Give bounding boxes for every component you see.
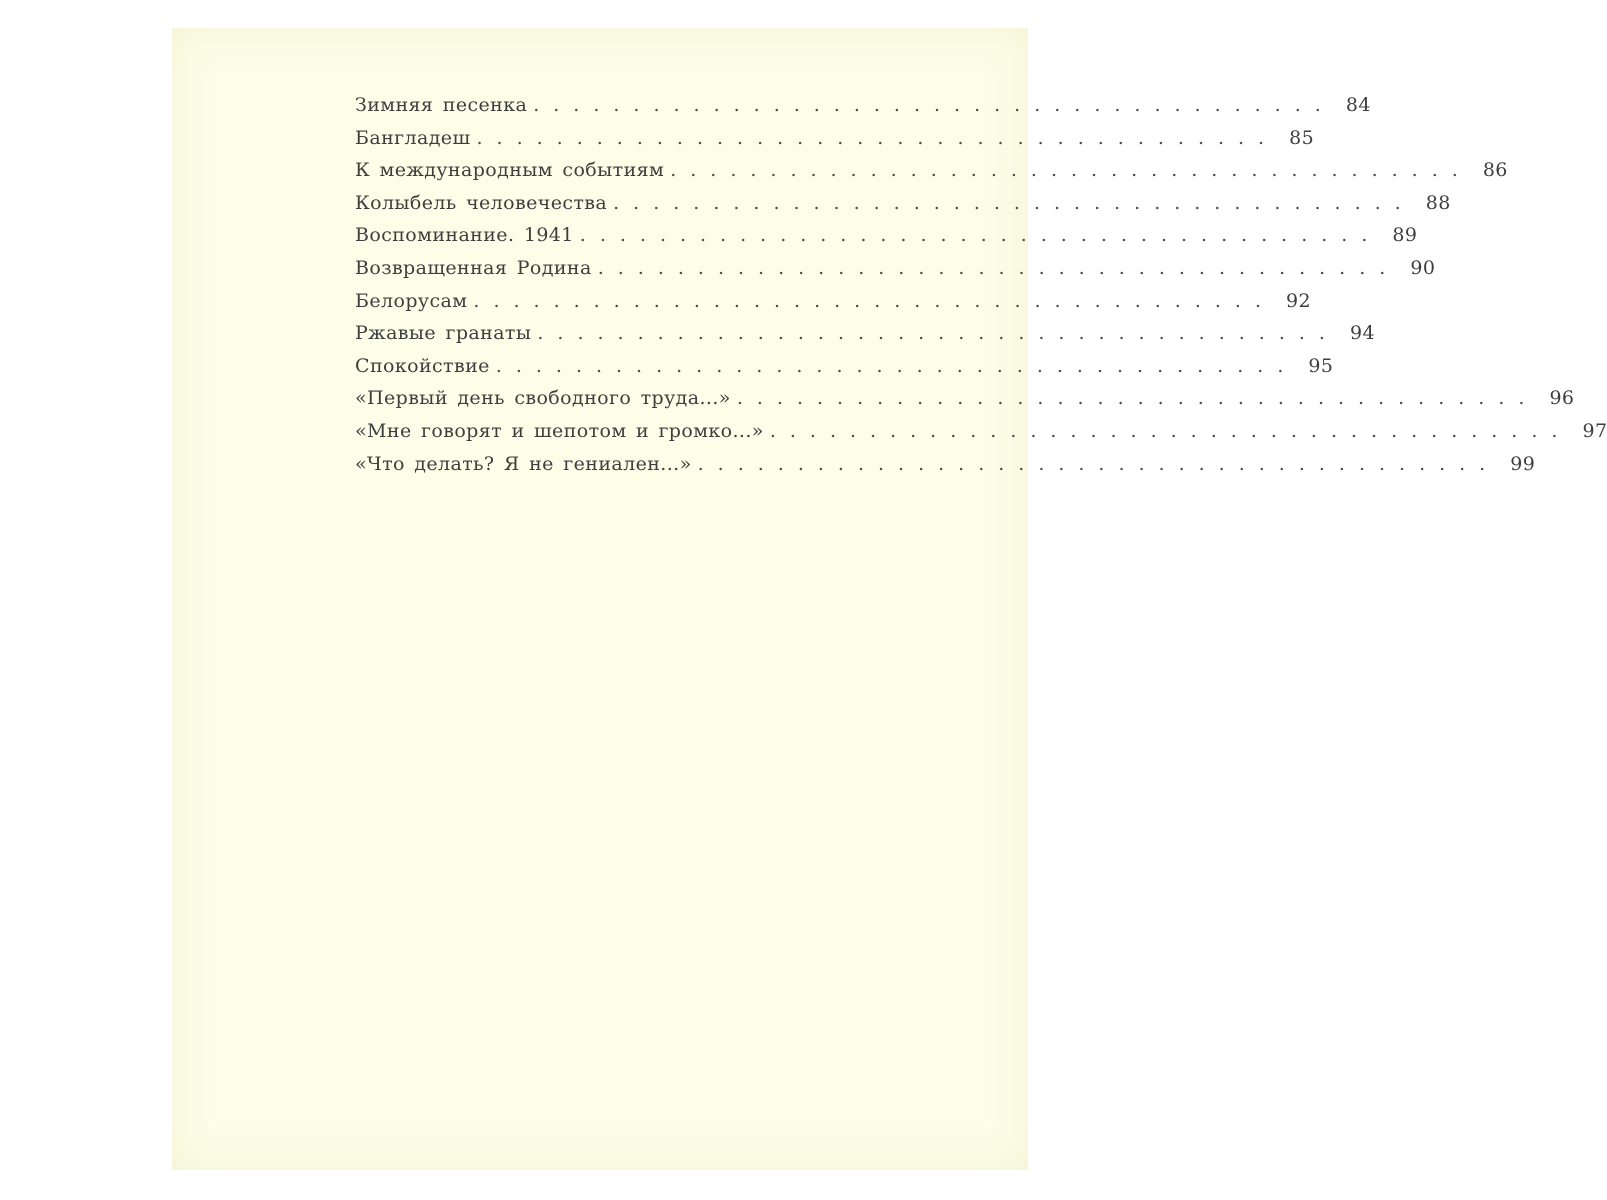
dot-leader: ........................................ (697, 452, 1500, 475)
toc-entry (355, 126, 1315, 160)
toc-entry (355, 452, 1536, 486)
toc-entry (355, 419, 1607, 453)
dot-leader: ........................................ (579, 224, 1382, 247)
dot-leader: ........................................ (613, 191, 1415, 214)
toc-entry-page: 97 (1582, 419, 1607, 442)
toc-entry (355, 354, 1334, 388)
toc-entry-page: 89 (1392, 224, 1418, 247)
toc-entry-page: 96 (1549, 387, 1575, 410)
dot-leader: ........................................ (670, 159, 1472, 182)
toc-entry-title: К международным событиям (355, 159, 665, 182)
toc-entry-page: 94 (1349, 322, 1375, 345)
toc-entry-title: Воспоминание. 1941 (355, 224, 574, 247)
toc-entry-title: Спокойствие (355, 354, 490, 377)
toc-entry (355, 159, 1508, 192)
dot-leader: ........................................ (495, 354, 1298, 377)
toc-entry (355, 191, 1451, 225)
toc-entry-title: Зимняя песенка (355, 94, 528, 116)
toc-entry-page: 95 (1308, 354, 1334, 377)
toc-entry-page: 88 (1425, 191, 1451, 214)
dot-leader: ........................................ (473, 289, 1275, 312)
toc-entry-page: 85 (1289, 126, 1315, 149)
dot-leader: ........................................ (769, 419, 1572, 442)
toc-entry-title: «Мне говорят и шепотом и громко...» (355, 419, 764, 442)
toc-entry-title: Возвращенная Родина (355, 256, 592, 279)
toc-entry-title: Бангладеш (355, 126, 471, 149)
dot-leader: ........................................ (537, 322, 1339, 345)
toc-entry-page: 84 (1345, 94, 1371, 116)
dot-leader: ........................................ (533, 94, 1335, 116)
toc-entry-page: 90 (1410, 256, 1436, 279)
toc-entry-title: Колыбель человечества (355, 191, 608, 214)
toc-entry (355, 256, 1436, 290)
toc-entry-page: 92 (1286, 289, 1311, 312)
book-page (172, 28, 1607, 1170)
toc-entry-title: Ржавые гранаты (355, 322, 532, 345)
toc-entry (355, 224, 1418, 257)
toc-entry-title: Белорусам (355, 289, 468, 312)
toc-entry-title: «Первый день свободного труда...» (355, 387, 731, 410)
toc-entry (355, 94, 1371, 127)
toc-entry-page: 99 (1510, 452, 1536, 475)
table-of-contents (355, 94, 1607, 485)
toc-entry-title: «Что делать? Я не гениален...» (355, 452, 692, 475)
dot-leader: ........................................ (736, 387, 1539, 410)
toc-entry-page: 86 (1482, 159, 1508, 182)
dot-leader: ........................................ (597, 256, 1400, 279)
toc-entry (355, 322, 1375, 355)
dot-leader: ........................................ (476, 126, 1279, 149)
toc-entry (355, 387, 1575, 420)
toc-entry (355, 289, 1311, 323)
